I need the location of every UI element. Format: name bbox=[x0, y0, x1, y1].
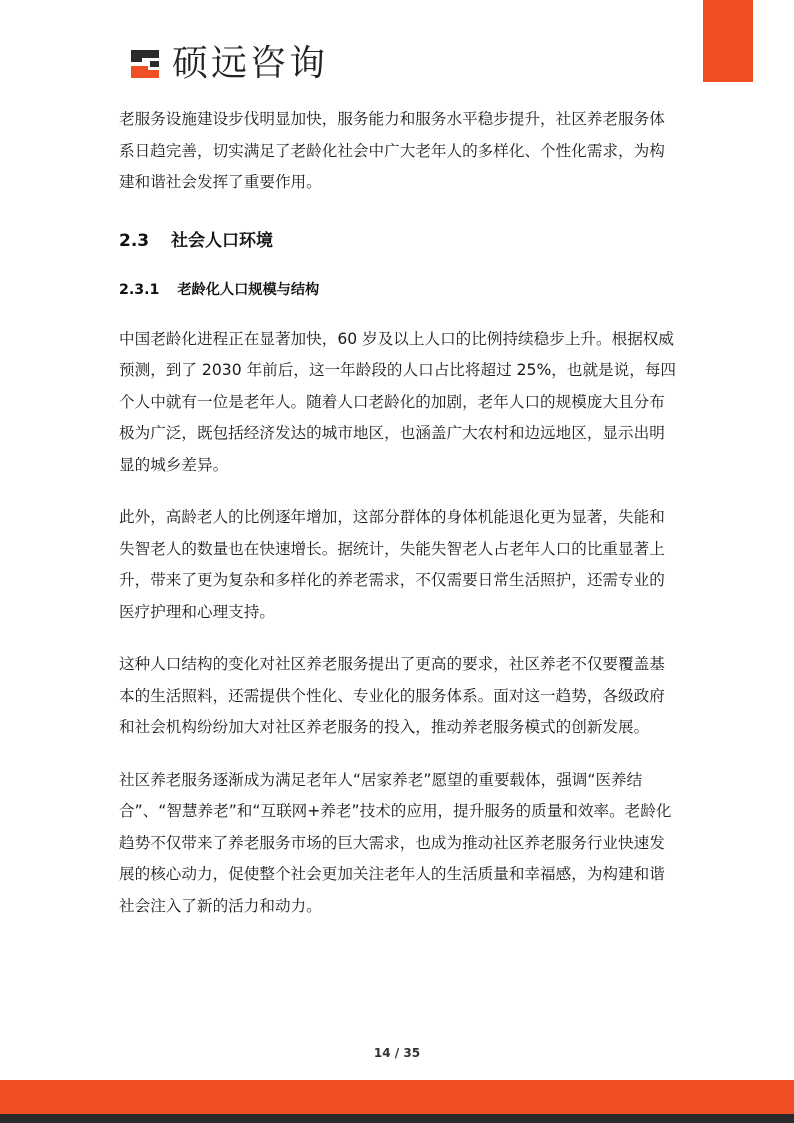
intro-paragraph: 老服务设施建设步伐明显加快，服务能力和服务水平稳步提升，社区养老服务体系日趋完善，切实满足了老龄化社会中广大老年人的多样化、个性化需求，为构建和谐社会发挥了重要作用。 bbox=[119, 110, 665, 191]
document-body bbox=[119, 104, 679, 922]
subsection-title: 老龄化人口规模与结构 bbox=[177, 281, 320, 298]
section-heading bbox=[119, 229, 679, 253]
brand-logo-icon bbox=[128, 47, 162, 81]
subsection-number: 2.3.1 bbox=[119, 281, 160, 298]
brand-name: 硕远咨询 bbox=[172, 43, 329, 84]
header-corner-tab bbox=[703, 0, 753, 82]
paragraph-elderly-disability: 此外，高龄老人的比例逐年增加，这部分群体的身体机能退化更为显著，失能和失智老人的数量也在快速增长。据统计，失能失智老人占老年人口的比重显著上升，带来了更为复杂和多样化的养老需求，不仅需要日常生活照护，还需专业的医疗护理和心理支持。 bbox=[119, 508, 665, 621]
section-number: 2.3 bbox=[119, 230, 150, 251]
subsection-heading bbox=[119, 279, 679, 301]
footer-line bbox=[0, 1114, 794, 1123]
paragraph-aging-scale: 中国老龄化进程正在显著加快，60 岁及以上人口的比例持续稳步上升。根据权威预测，到了 2030 年前后，这一年龄段的人口占比将超过 25%，也就是说，每四个人中就有一位是老年人。随着人口老龄化的加剧，老年人口的规模庞大且分布极为广泛，既包括经济发达的城市地区，也涵盖广大农村和边远地区，显示出明显的城乡差异。 bbox=[119, 329, 677, 474]
paragraph-community-care: 社区养老服务逐渐成为满足老年人“居家养老”愿望的重要载体，强调“医养结合”、“智慧养老”和“互联网+养老”技术的应用，提升服务的质量和效率。老龄化趋势不仅带来了养老服务市场的巨大需求，也成为推动社区养老服务行业快速发展的核心动力，促使整个社会更加关注老年人的生活质量和幸福感，为构建和谐社会注入了新的活力和动力。 bbox=[119, 770, 672, 915]
footer-band bbox=[0, 1080, 794, 1114]
section-title: 社会人口环境 bbox=[170, 230, 273, 251]
page-number: 14 / 35 bbox=[373, 1046, 421, 1060]
paragraph-service-requirements: 这种人口结构的变化对社区养老服务提出了更高的要求，社区养老不仅要覆盖基本的生活照料，还需提供个性化、专业化的服务体系。面对这一趋势，各级政府和社会机构纷纷加大对社区养老服务的投入，推动养老服务模式的创新发展。 bbox=[119, 655, 665, 736]
brand-header bbox=[128, 44, 328, 84]
